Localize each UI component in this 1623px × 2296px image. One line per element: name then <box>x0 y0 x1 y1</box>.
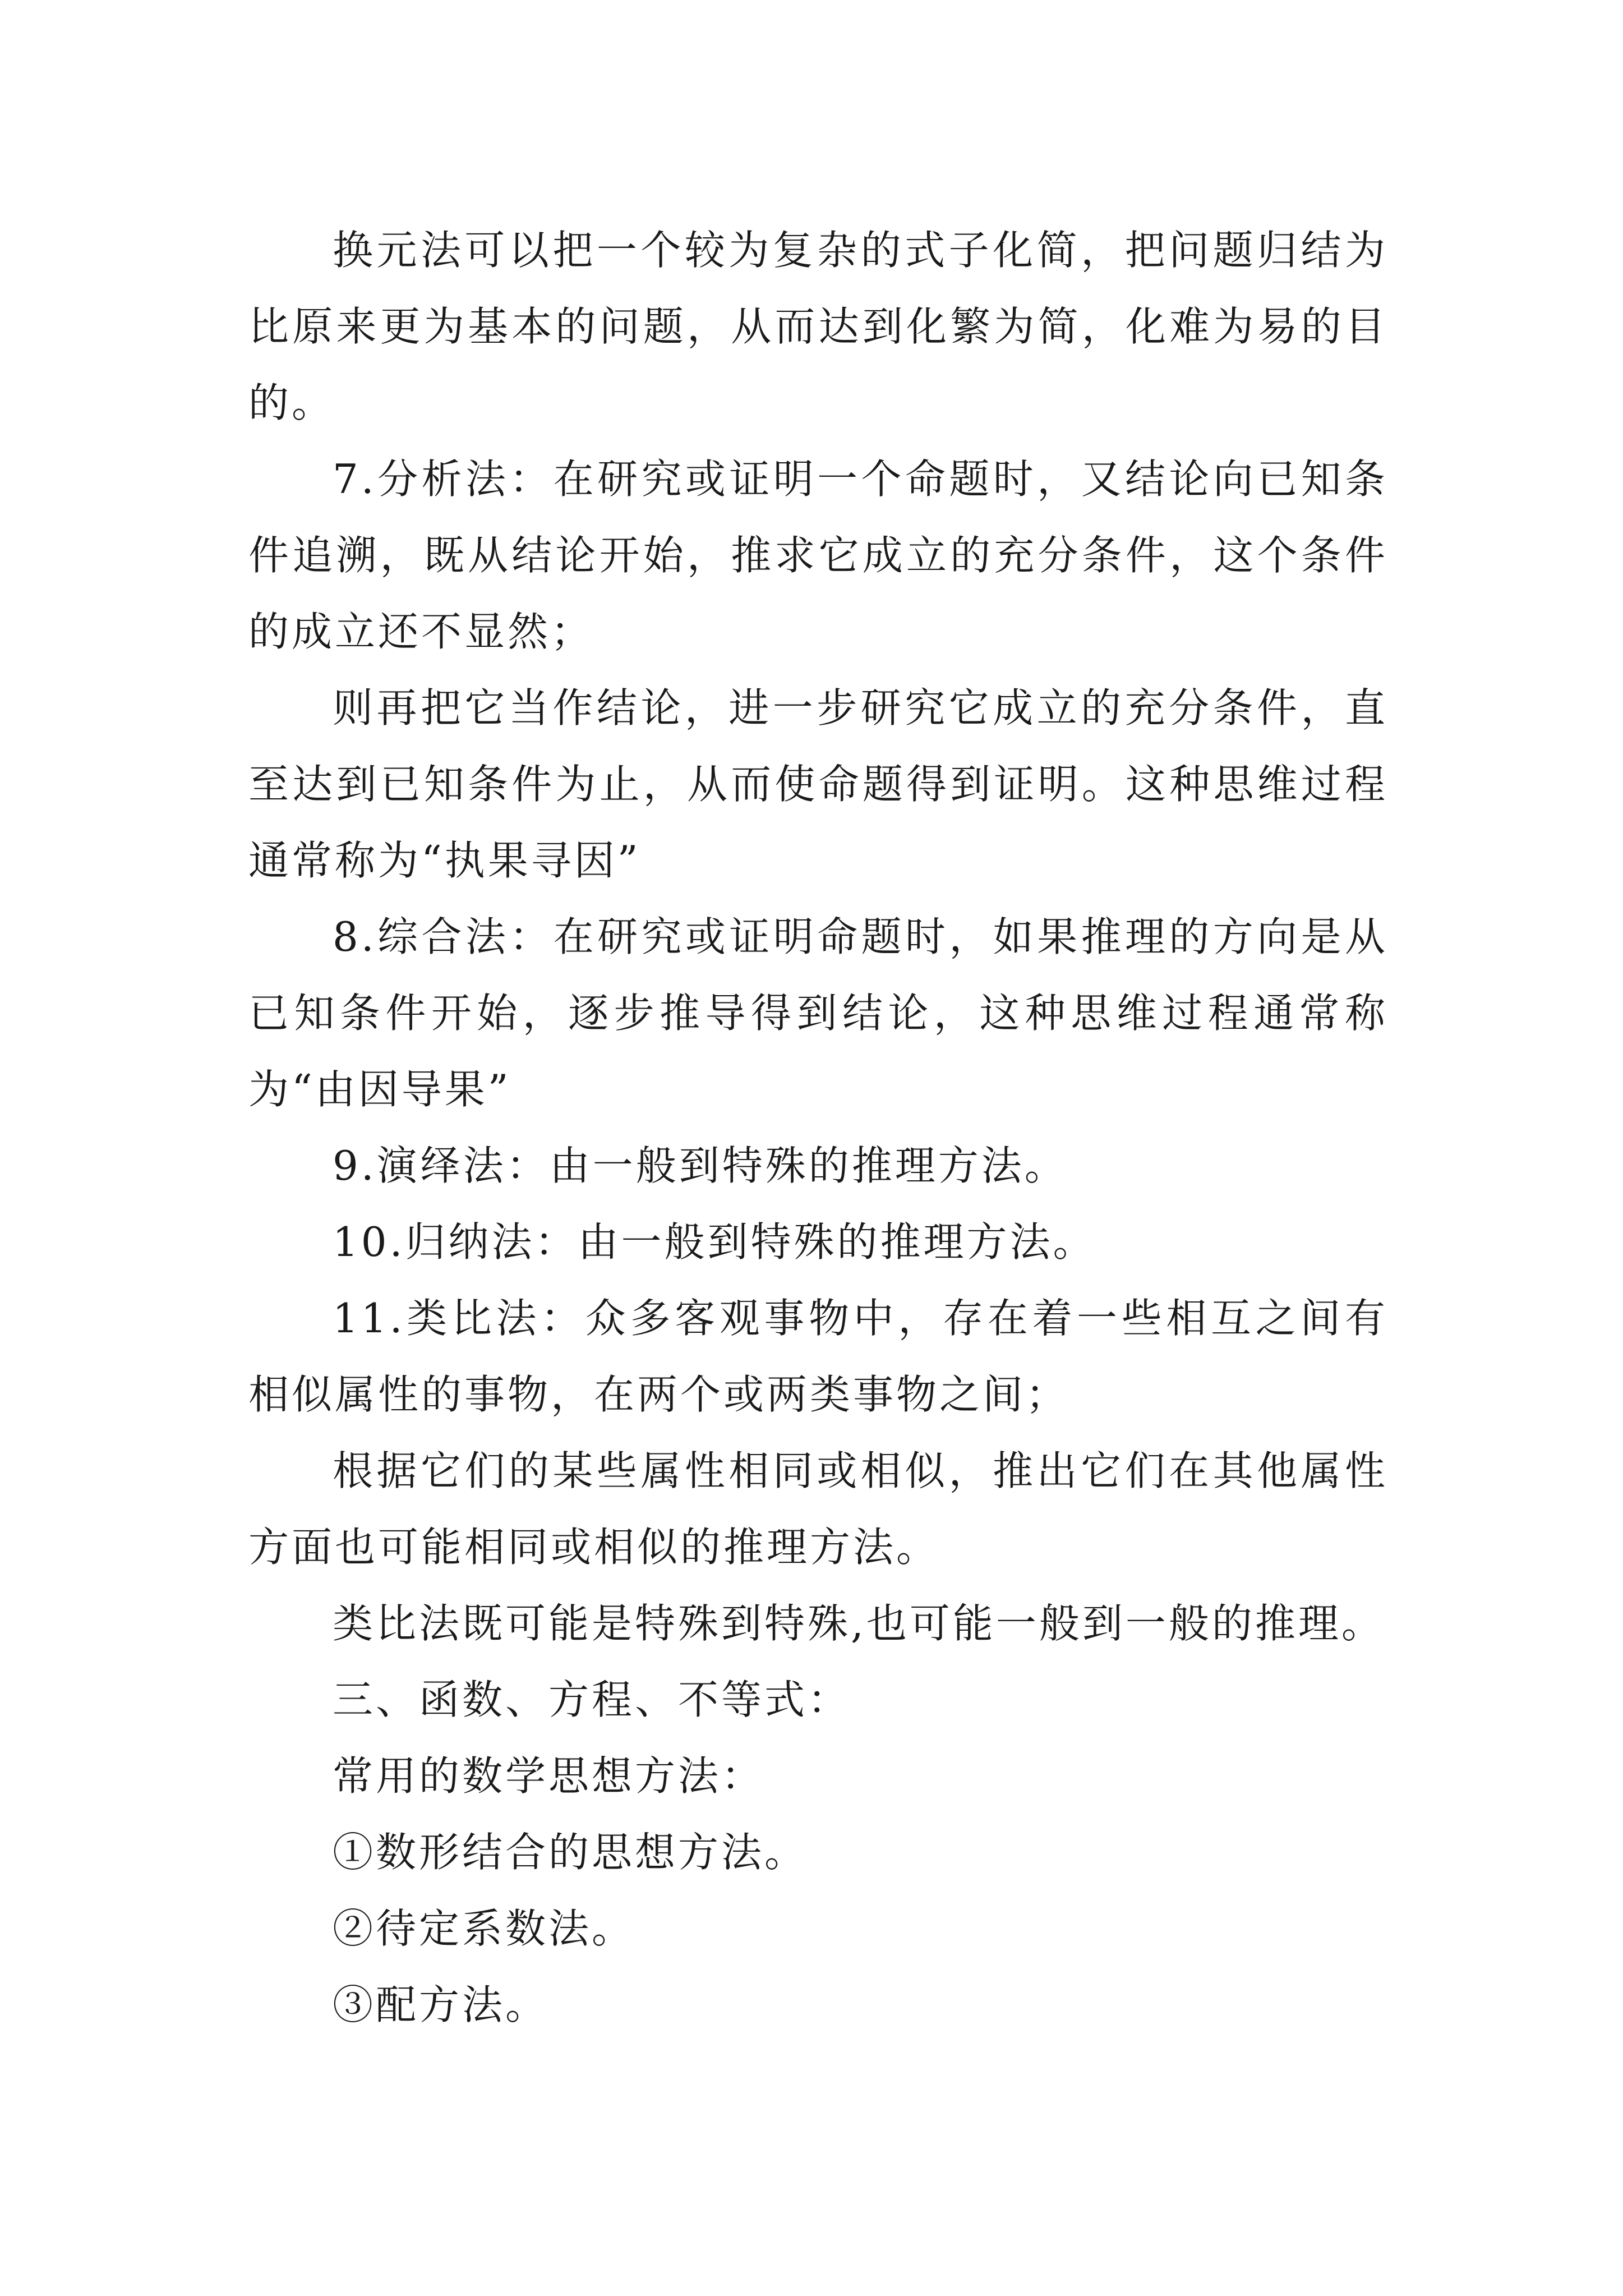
list-item-undetermined-coefficients: ②待定系数法。 <box>333 1905 635 1952</box>
section-heading-functions: 三、函数、方程、不等式： <box>333 1676 851 1723</box>
list-item-completing-square: ③配方法。 <box>333 1981 549 2028</box>
paragraph-analogy-note: 类比法既可能是特殊到特殊,也可能一般到一般的推理。 <box>333 1600 1385 1647</box>
paragraph-analysis-method-continued: 则再把它当作结论，进一步研究它成立的充分条件，直至达到已知条件为止，从而使命题得到证明。这种思维过程通常称为“执果寻因” <box>248 684 1388 884</box>
list-item-number-shape: ①数形结合的思想方法。 <box>333 1829 808 1876</box>
paragraph-analogy-method-continued: 根据它们的某些属性相同或相似，推出它们在其他属性方面也可能相同或相似的推理方法。 <box>248 1447 1388 1571</box>
paragraph-common-methods: 常用的数学思想方法： <box>333 1752 765 1800</box>
paragraph-substitution-method: 换元法可以把一个较为复杂的式子化简，把问题归结为比原来更为基本的问题，从而达到化繁为简，化难为易的目的。 <box>248 227 1388 426</box>
paragraph-synthesis-method: 8.综合法：在研究或证明命题时，如果推理的方向是从已知条件开始，逐步推导得到结论，这种思维过程通常称为“由因导果” <box>248 913 1388 1113</box>
paragraph-analogy-method: 11.类比法：众多客观事物中，存在着一些相互之间有相似属性的事物，在两个或两类事物之间； <box>248 1295 1388 1418</box>
body-text <box>248 212 1388 2043</box>
paragraph-deduction-method: 9.演绎法：由一般到特殊的推理方法。 <box>333 1142 1068 1189</box>
paragraph-induction-method: 10.归纳法：由一般到特殊的推理方法。 <box>333 1218 1096 1266</box>
paragraph-analysis-method: 7.分析法：在研究或证明一个命题时，又结论向已知条件追溯，既从结论开始，推求它成立的充分条件，这个条件的成立还不显然； <box>248 455 1388 655</box>
